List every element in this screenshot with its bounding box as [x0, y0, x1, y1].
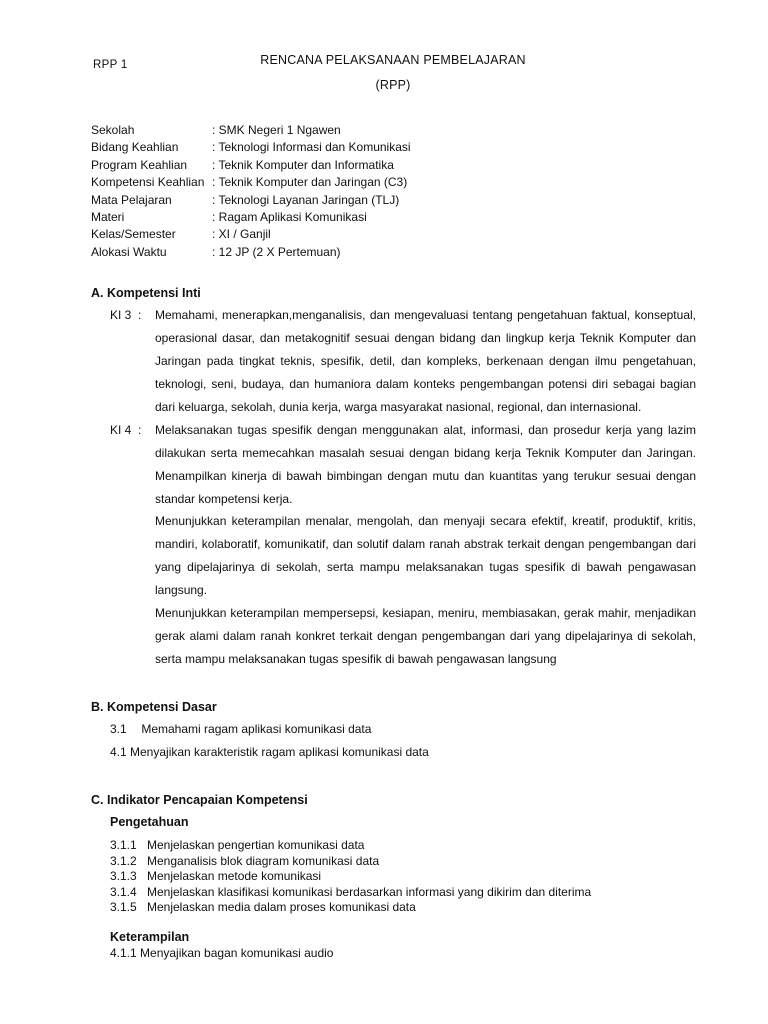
identity-row — [91, 209, 411, 226]
identity-value: : Ragam Aplikasi Komunikasi — [212, 209, 367, 224]
ki4-label: KI 4 — [110, 423, 132, 437]
list-item — [110, 854, 591, 870]
list-item — [110, 900, 591, 916]
identity-key: Materi — [91, 209, 125, 224]
identity-key: Kompetensi Keahlian — [91, 175, 205, 190]
indicator-number: 3.1.4 — [110, 884, 137, 899]
identity-row — [91, 174, 411, 191]
kd-text: Memahami ragam aplikasi komunikasi data — [138, 722, 372, 736]
kd-item — [110, 722, 371, 736]
ki4-paragraph-3: Menunjukkan keterampilan mempersepsi, kesiapan, meniru, membiasakan, gerak mahir, menjadikan gerak alami dalam ranah konkret terkait dengan pengembangan dari yang dipelajarinya di sekolah, serta mampu melaksanakan tugas spesifik di bawah pengawasan langsung — [155, 606, 696, 666]
ki4-paragraph-1: Melaksanakan tugas spesifik dengan menggunakan alat, informasi, dan prosedur kerja yang lazim dilakukan serta memecahkan masalah sesuai dengan bidang kerja Teknik Komputer dan Jaringan. Menampilkan kinerja di bawah bimbingan dengan mutu dan kuantitas yang terukur sesuai dengan standar kompetensi kerja. — [155, 423, 696, 506]
identity-key: Sekolah — [91, 123, 135, 137]
indicator-number: 3.1.5 — [110, 900, 137, 914]
identity-key: Kelas/Semester — [91, 227, 176, 242]
identity-row — [91, 244, 411, 261]
ki3-label: KI 3 — [110, 308, 132, 322]
section-heading-indikator: C. Indikator Pencapaian Kompetensi — [91, 793, 308, 807]
indicator-text: Menjelaskan pengertian komunikasi data — [147, 838, 365, 852]
identity-row — [91, 122, 411, 139]
list-item — [110, 885, 591, 901]
identity-value: : 12 JP (2 X Pertemuan) — [212, 244, 341, 259]
rpp-label: RPP 1 — [93, 59, 128, 71]
kd-item — [110, 745, 429, 759]
identity-value: : Teknologi Informasi dan Komunikasi — [212, 140, 411, 155]
identity-value: : Teknik Komputer dan Jaringan (C3) — [212, 175, 408, 190]
indicator-number: 3.1.3 — [110, 869, 137, 883]
kd-number: 3.1 — [110, 722, 127, 736]
document-title: RENCANA PELAKSANAAN PEMBELAJARAN — [260, 53, 526, 67]
section-heading-kompetensi-dasar: B. Kompetensi Dasar — [91, 700, 217, 714]
document-subtitle: (RPP) — [375, 78, 411, 92]
ki4-paragraph-2: Menunjukkan keterampilan menalar, mengolah, dan menyaji secara efektif, kreatif, produktif, kritis, mandiri, kolaboratif, komunikatif, dan solutif dalam ranah abstrak terkait dengan pengembangan dari yang dipelajarinya di sekolah, serta mampu melaksanakan tugas spesifik di bawah pengawasan langsung. — [155, 514, 696, 597]
identity-key: Bidang Keahlian — [91, 140, 179, 155]
identity-value: : XI / Ganjil — [212, 227, 271, 242]
indicator-list — [110, 838, 591, 916]
identity-row — [91, 192, 411, 209]
subheading-keterampilan: Keterampilan — [110, 930, 190, 944]
identity-value: : Teknologi Layanan Jaringan (TLJ) — [212, 192, 400, 207]
identity-row — [91, 226, 411, 243]
identity-key: Alokasi Waktu — [91, 244, 167, 259]
kd-text: 4.1 Menyajikan karakteristik ragam aplikasi komunikasi data — [110, 745, 429, 759]
identity-table — [91, 122, 411, 261]
ki3-text: Memahami, menerapkan,menganalisis, dan mengevaluasi tentang pengetahuan faktual, konseptual, operasional dasar, dan metakognitif sesuai dengan bidang dan lingkup kerja Teknik Komputer dan Jaringan pada tingkat teknis, spesifik, detil, dan kompleks, berkenaan dengan ilmu pengetahuan, teknologi, seni, budaya, dan humaniora dalam konteks pengembangan potensi diri sebagai bagian dari keluarga, sekolah, dunia kerja, warga masyarakat nasional, regional, dan internasional. — [155, 308, 696, 414]
subheading-pengetahuan: Pengetahuan — [110, 815, 189, 829]
section-heading-kompetensi-inti: A. Kompetensi Inti — [91, 286, 201, 300]
indicator-text: Menganalisis blok diagram komunikasi data — [147, 853, 380, 868]
indicator-number: 3.1.2 — [110, 853, 137, 868]
indicator-number: 3.1.1 — [110, 838, 137, 852]
identity-row — [91, 157, 411, 174]
indicator-text: Menjelaskan metode komunikasi — [147, 869, 322, 883]
list-item — [110, 838, 591, 854]
identity-row — [91, 139, 411, 156]
identity-value: : SMK Negeri 1 Ngawen — [212, 123, 341, 137]
ki3-colon: : — [138, 308, 142, 322]
keterampilan-item: 4.1.1 Menyajikan bagan komunikasi audio — [110, 946, 334, 960]
identity-value: : Teknik Komputer dan Informatika — [212, 157, 394, 172]
list-item — [110, 869, 591, 885]
indicator-text: Menjelaskan media dalam proses komunikasi data — [147, 900, 416, 914]
ki4-colon: : — [138, 423, 142, 437]
identity-key: Program Keahlian — [91, 157, 188, 172]
indicator-text: Menjelaskan klasifikasi komunikasi berdasarkan informasi yang dikirim dan diterima — [147, 884, 592, 899]
identity-key: Mata Pelajaran — [91, 192, 172, 207]
